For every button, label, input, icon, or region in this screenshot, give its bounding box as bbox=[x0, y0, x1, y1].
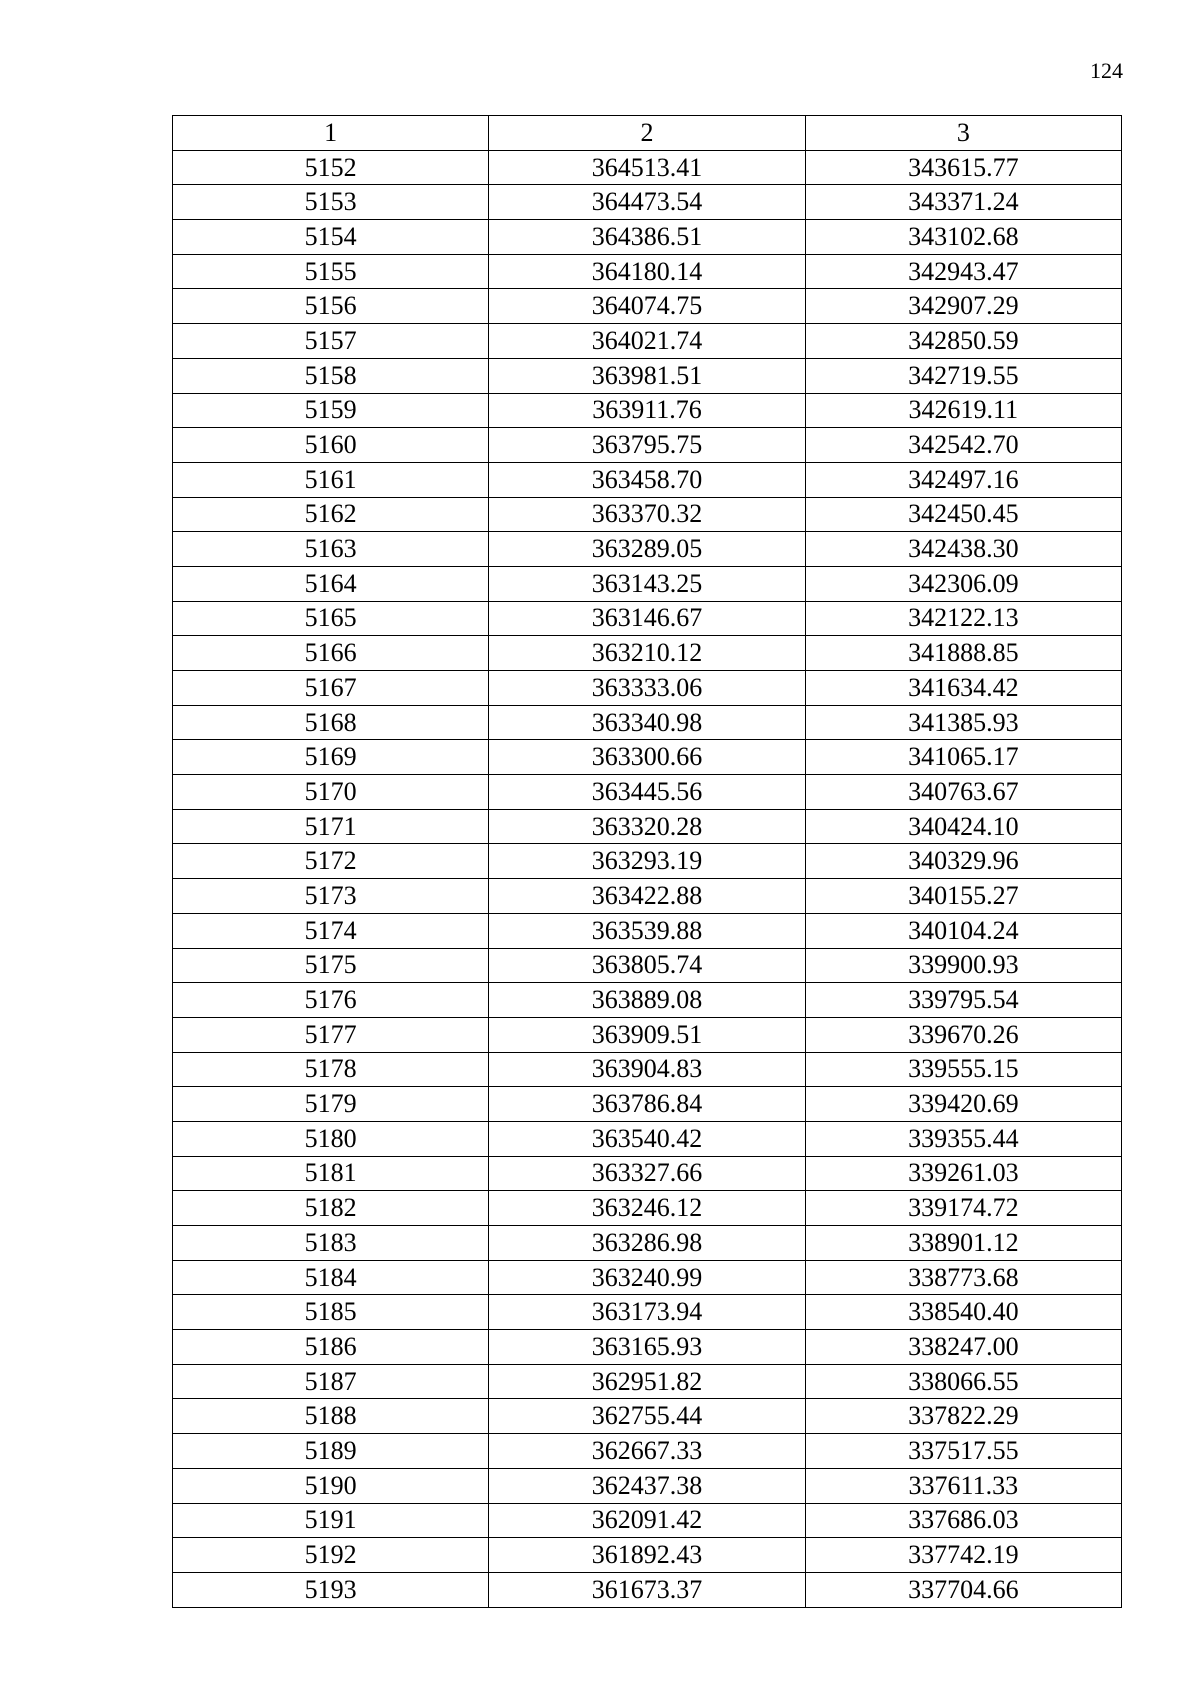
table-cell: 363146.67 bbox=[489, 601, 805, 636]
table-cell: 5171 bbox=[173, 809, 489, 844]
table-cell: 339420.69 bbox=[805, 1087, 1121, 1122]
table-cell: 363540.42 bbox=[489, 1121, 805, 1156]
table-cell: 5155 bbox=[173, 254, 489, 289]
table-cell: 5182 bbox=[173, 1191, 489, 1226]
table-cell: 341385.93 bbox=[805, 705, 1121, 740]
table-cell: 364513.41 bbox=[489, 150, 805, 185]
table-cell: 340155.27 bbox=[805, 879, 1121, 914]
table-cell: 363370.32 bbox=[489, 497, 805, 532]
table-cell: 363320.28 bbox=[489, 809, 805, 844]
table-row bbox=[173, 566, 1122, 601]
table-row bbox=[173, 428, 1122, 463]
table-row bbox=[173, 879, 1122, 914]
table-row bbox=[173, 601, 1122, 636]
table-cell: 5157 bbox=[173, 324, 489, 359]
table-cell: 363911.76 bbox=[489, 393, 805, 428]
table-cell: 5186 bbox=[173, 1330, 489, 1365]
table-cell: 362951.82 bbox=[489, 1364, 805, 1399]
table-cell: 363795.75 bbox=[489, 428, 805, 463]
table-row bbox=[173, 1364, 1122, 1399]
table-cell: 342542.70 bbox=[805, 428, 1121, 463]
table-cell: 5180 bbox=[173, 1121, 489, 1156]
table-row bbox=[173, 775, 1122, 810]
table-cell: 5162 bbox=[173, 497, 489, 532]
table-cell: 342306.09 bbox=[805, 566, 1121, 601]
table-row bbox=[173, 462, 1122, 497]
table-row bbox=[173, 254, 1122, 289]
table-cell: 5172 bbox=[173, 844, 489, 879]
table-row bbox=[173, 913, 1122, 948]
table-cell: 5161 bbox=[173, 462, 489, 497]
table-cell: 5187 bbox=[173, 1364, 489, 1399]
table-row bbox=[173, 1295, 1122, 1330]
table-header-row bbox=[173, 116, 1122, 151]
table-cell: 363445.56 bbox=[489, 775, 805, 810]
table-cell: 5164 bbox=[173, 566, 489, 601]
table-row bbox=[173, 983, 1122, 1018]
table-row bbox=[173, 185, 1122, 220]
table-row bbox=[173, 1503, 1122, 1538]
table-row bbox=[173, 636, 1122, 671]
table-cell: 337742.19 bbox=[805, 1538, 1121, 1573]
table-row bbox=[173, 1226, 1122, 1261]
table-cell: 363165.93 bbox=[489, 1330, 805, 1365]
table-row bbox=[173, 1399, 1122, 1434]
table-cell: 5168 bbox=[173, 705, 489, 740]
table-row bbox=[173, 1572, 1122, 1607]
table-cell: 362667.33 bbox=[489, 1434, 805, 1469]
table-row bbox=[173, 497, 1122, 532]
table-cell: 339555.15 bbox=[805, 1052, 1121, 1087]
table-cell: 5169 bbox=[173, 740, 489, 775]
table-cell: 363805.74 bbox=[489, 948, 805, 983]
table-cell: 363889.08 bbox=[489, 983, 805, 1018]
table-row bbox=[173, 1191, 1122, 1226]
table-row bbox=[173, 948, 1122, 983]
table-cell: 5156 bbox=[173, 289, 489, 324]
table-cell: 362437.38 bbox=[489, 1468, 805, 1503]
table-cell: 342907.29 bbox=[805, 289, 1121, 324]
table-cell: 363539.88 bbox=[489, 913, 805, 948]
table-cell: 364386.51 bbox=[489, 220, 805, 255]
table-cell: 363909.51 bbox=[489, 1017, 805, 1052]
table-cell: 5183 bbox=[173, 1226, 489, 1261]
table-cell: 339795.54 bbox=[805, 983, 1121, 1018]
table-cell: 5154 bbox=[173, 220, 489, 255]
column-header: 2 bbox=[489, 116, 805, 151]
table-cell: 341634.42 bbox=[805, 671, 1121, 706]
column-header: 1 bbox=[173, 116, 489, 151]
table-cell: 338066.55 bbox=[805, 1364, 1121, 1399]
table-row bbox=[173, 289, 1122, 324]
table-cell: 364074.75 bbox=[489, 289, 805, 324]
table-cell: 5170 bbox=[173, 775, 489, 810]
table-cell: 339261.03 bbox=[805, 1156, 1121, 1191]
table-body bbox=[173, 150, 1122, 1607]
table-cell: 5184 bbox=[173, 1260, 489, 1295]
table-row bbox=[173, 1121, 1122, 1156]
table-cell: 5188 bbox=[173, 1399, 489, 1434]
table-cell: 5189 bbox=[173, 1434, 489, 1469]
table-cell: 364180.14 bbox=[489, 254, 805, 289]
table-cell: 363210.12 bbox=[489, 636, 805, 671]
table-cell: 363240.99 bbox=[489, 1260, 805, 1295]
table-cell: 363340.98 bbox=[489, 705, 805, 740]
table-cell: 363981.51 bbox=[489, 358, 805, 393]
table-cell: 342719.55 bbox=[805, 358, 1121, 393]
table-cell: 363173.94 bbox=[489, 1295, 805, 1330]
table-cell: 338773.68 bbox=[805, 1260, 1121, 1295]
table-cell: 5181 bbox=[173, 1156, 489, 1191]
table-row bbox=[173, 150, 1122, 185]
table-cell: 363246.12 bbox=[489, 1191, 805, 1226]
table-cell: 363786.84 bbox=[489, 1087, 805, 1122]
table-cell: 338901.12 bbox=[805, 1226, 1121, 1261]
table-row bbox=[173, 809, 1122, 844]
table-cell: 340763.67 bbox=[805, 775, 1121, 810]
table-cell: 5178 bbox=[173, 1052, 489, 1087]
table-cell: 5175 bbox=[173, 948, 489, 983]
table-row bbox=[173, 393, 1122, 428]
table-cell: 5158 bbox=[173, 358, 489, 393]
table-cell: 5160 bbox=[173, 428, 489, 463]
table-row bbox=[173, 1434, 1122, 1469]
table-cell: 361892.43 bbox=[489, 1538, 805, 1573]
table-row bbox=[173, 1017, 1122, 1052]
table-cell: 363904.83 bbox=[489, 1052, 805, 1087]
column-header: 3 bbox=[805, 116, 1121, 151]
coordinate-table bbox=[172, 115, 1122, 1608]
table-cell: 339355.44 bbox=[805, 1121, 1121, 1156]
table-cell: 363289.05 bbox=[489, 532, 805, 567]
table-cell: 5152 bbox=[173, 150, 489, 185]
table-row bbox=[173, 1330, 1122, 1365]
table-cell: 341888.85 bbox=[805, 636, 1121, 671]
table-cell: 342438.30 bbox=[805, 532, 1121, 567]
table-cell: 363333.06 bbox=[489, 671, 805, 706]
table-cell: 5153 bbox=[173, 185, 489, 220]
table-cell: 5173 bbox=[173, 879, 489, 914]
table-cell: 337704.66 bbox=[805, 1572, 1121, 1607]
table-cell: 340329.96 bbox=[805, 844, 1121, 879]
table-cell: 340104.24 bbox=[805, 913, 1121, 948]
table-cell: 5165 bbox=[173, 601, 489, 636]
table-row bbox=[173, 220, 1122, 255]
table-row bbox=[173, 532, 1122, 567]
table-cell: 341065.17 bbox=[805, 740, 1121, 775]
table-cell: 343615.77 bbox=[805, 150, 1121, 185]
table-row bbox=[173, 740, 1122, 775]
table-cell: 342450.45 bbox=[805, 497, 1121, 532]
table-cell: 5167 bbox=[173, 671, 489, 706]
table-cell: 5190 bbox=[173, 1468, 489, 1503]
table-cell: 363293.19 bbox=[489, 844, 805, 879]
table-cell: 337517.55 bbox=[805, 1434, 1121, 1469]
table-cell: 342619.11 bbox=[805, 393, 1121, 428]
table-cell: 363458.70 bbox=[489, 462, 805, 497]
table-cell: 5191 bbox=[173, 1503, 489, 1538]
table-cell: 5176 bbox=[173, 983, 489, 1018]
table-row bbox=[173, 844, 1122, 879]
table-cell: 363300.66 bbox=[489, 740, 805, 775]
table-cell: 363286.98 bbox=[489, 1226, 805, 1261]
table-row bbox=[173, 1468, 1122, 1503]
table-row bbox=[173, 1156, 1122, 1191]
table-row bbox=[173, 705, 1122, 740]
table-cell: 342850.59 bbox=[805, 324, 1121, 359]
table-cell: 343371.24 bbox=[805, 185, 1121, 220]
table-cell: 5193 bbox=[173, 1572, 489, 1607]
table-cell: 5177 bbox=[173, 1017, 489, 1052]
table-cell: 362091.42 bbox=[489, 1503, 805, 1538]
table-cell: 363422.88 bbox=[489, 879, 805, 914]
table-cell: 342497.16 bbox=[805, 462, 1121, 497]
table-cell: 362755.44 bbox=[489, 1399, 805, 1434]
table-cell: 337611.33 bbox=[805, 1468, 1121, 1503]
table-row bbox=[173, 1538, 1122, 1573]
table-row bbox=[173, 671, 1122, 706]
table-cell: 339174.72 bbox=[805, 1191, 1121, 1226]
table-cell: 363143.25 bbox=[489, 566, 805, 601]
table-cell: 364021.74 bbox=[489, 324, 805, 359]
table-cell: 339900.93 bbox=[805, 948, 1121, 983]
table-row bbox=[173, 1260, 1122, 1295]
table-cell: 342122.13 bbox=[805, 601, 1121, 636]
table-row bbox=[173, 358, 1122, 393]
table-cell: 5192 bbox=[173, 1538, 489, 1573]
table-cell: 340424.10 bbox=[805, 809, 1121, 844]
table-cell: 339670.26 bbox=[805, 1017, 1121, 1052]
table-row bbox=[173, 1087, 1122, 1122]
table-cell: 5179 bbox=[173, 1087, 489, 1122]
table-cell: 338540.40 bbox=[805, 1295, 1121, 1330]
table-cell: 5163 bbox=[173, 532, 489, 567]
table-row bbox=[173, 324, 1122, 359]
table-cell: 364473.54 bbox=[489, 185, 805, 220]
table-cell: 5185 bbox=[173, 1295, 489, 1330]
table-cell: 337686.03 bbox=[805, 1503, 1121, 1538]
table-cell: 361673.37 bbox=[489, 1572, 805, 1607]
page-number: 124 bbox=[1090, 58, 1123, 83]
table-cell: 343102.68 bbox=[805, 220, 1121, 255]
table-cell: 337822.29 bbox=[805, 1399, 1121, 1434]
table-cell: 363327.66 bbox=[489, 1156, 805, 1191]
table-cell: 342943.47 bbox=[805, 254, 1121, 289]
table-cell: 5174 bbox=[173, 913, 489, 948]
table-cell: 5166 bbox=[173, 636, 489, 671]
table-cell: 5159 bbox=[173, 393, 489, 428]
table-cell: 338247.00 bbox=[805, 1330, 1121, 1365]
table-row bbox=[173, 1052, 1122, 1087]
